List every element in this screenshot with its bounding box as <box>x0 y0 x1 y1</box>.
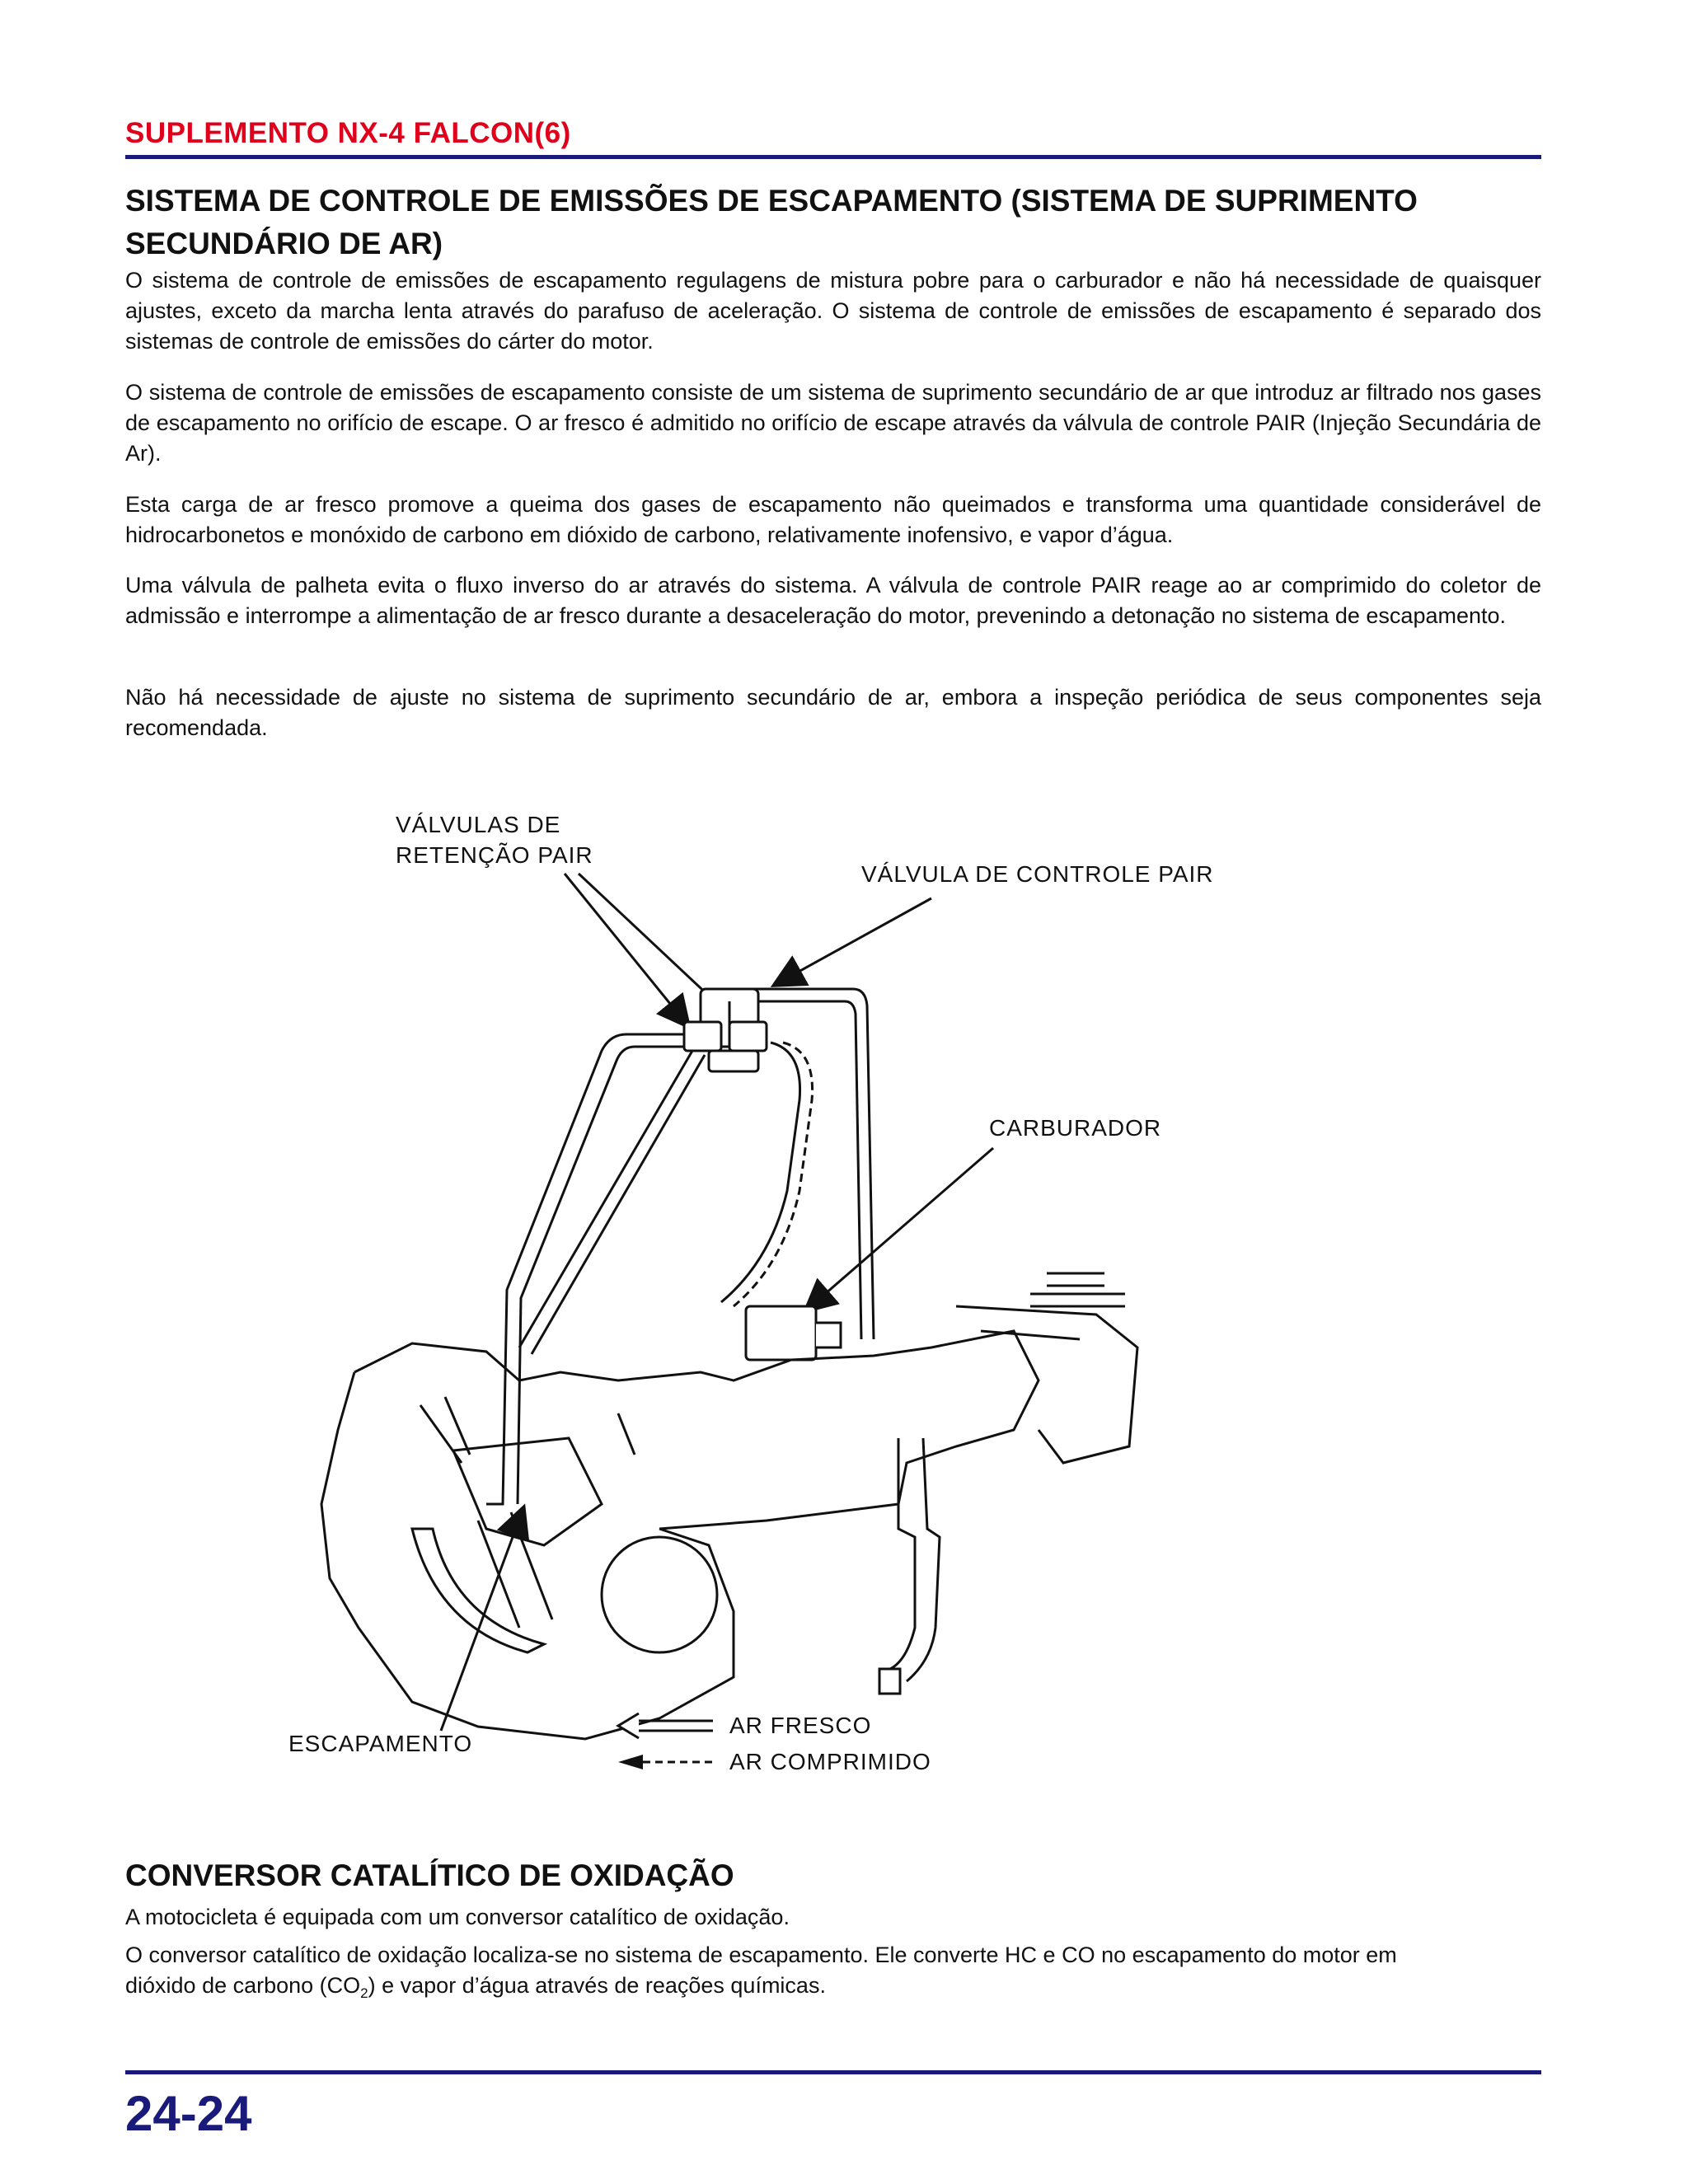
paragraph-5: Não há necessidade de ajuste no sistema de suprimento secundário de ar, embora a inspeção periódica de seus componentes seja recomendada. <box>125 685 1541 740</box>
paragraph-3: Esta carga de ar fresco promove a queima dos gases de escapamento não queimados e transforma uma quantidade considerável de hidrocarbonetos e monóxido de carbono em dióxido de carbono, relativamente inofensivo, e vapor d’água. <box>125 492 1541 547</box>
legend-fresh-air <box>618 1713 871 1738</box>
footer-rule <box>125 2070 1541 2074</box>
legend-compressed-air <box>618 1749 931 1774</box>
legend-compressed-air-label: AR COMPRIMIDO <box>729 1749 931 1774</box>
section-title-catalytic-converter: CONVERSOR CATALÍTICO DE OXIDAÇÃO <box>125 1858 734 1892</box>
catalytic-paragraph-2-part-b: ) e vapor d’água através de reações químicas. <box>368 1973 826 1998</box>
legend-fresh-air-label: AR FRESCO <box>729 1713 872 1738</box>
paragraph-1: O sistema de controle de emissões de escapamento regulagens de mistura pobre para o carburador e não há necessidade de quaisquer ajustes, exceto da marcha lenta através do parafuso de aceleração. O sistema de controle de emissões de escapamento é separado dos sistemas de controle de emissões do cárter do motor. <box>125 268 1541 354</box>
paragraph-4: Uma válvula de palheta evita o fluxo inverso do ar através do sistema. A válvula de controle PAIR reage ao ar comprimido do coletor de admissão e interrompe a alimentação de ar fresco durante a desaceleração do motor, prevenindo a detonação no sistema de escapamento. <box>125 573 1541 628</box>
catalytic-paragraph-1: A motocicleta é equipada com um conversor catalítico de oxidação. <box>125 1905 790 1929</box>
page-number: 24-24 <box>125 2086 252 2141</box>
catalytic-paragraph-2-line1: O conversor catalítico de oxidação localiza-se no sistema de escapamento. Ele converte HC e CO no escapamento do motor em <box>125 1943 1397 1967</box>
catalytic-paragraph-2 <box>125 1940 1541 2008</box>
pair-system-diagram <box>272 804 1302 1780</box>
catalytic-paragraph-2-part-a: dióxido de carbono (CO <box>125 1973 361 1998</box>
legend <box>618 1713 931 1774</box>
label-check-valves-line1: VÁLVULAS DE <box>396 812 561 837</box>
air-tubes <box>486 989 874 1504</box>
label-control-valve: VÁLVULA DE CONTROLE PAIR <box>861 861 1214 887</box>
header-title: SUPLEMENTO NX-4 FALCON(6) <box>125 117 571 149</box>
header-rule <box>125 155 1541 159</box>
label-check-valves-line2: RETENÇÃO PAIR <box>396 842 593 868</box>
label-exhaust: ESCAPAMENTO <box>288 1731 473 1756</box>
carburetor <box>746 1306 841 1360</box>
label-carburetor: CARBURADOR <box>989 1115 1162 1141</box>
section-title-emissions: SISTEMA DE CONTROLE DE EMISSÕES DE ESCAPAMENTO (SISTEMA DE SUPRIMENTO SECUNDÁRIO DE AR) <box>125 184 1418 260</box>
paragraph-2: O sistema de controle de emissões de escapamento consiste de um sistema de suprimento secundário de ar que introduz ar filtrado nos gases de escapamento no orifício de escape. O ar fresco é admitido no orifício de escape através da válvula de controle PAIR (Injeção Secundária de Ar). <box>125 380 1541 466</box>
co2-subscript: 2 <box>360 1985 368 2001</box>
engine <box>321 1273 1137 1739</box>
pair-control-valve <box>684 989 767 1071</box>
